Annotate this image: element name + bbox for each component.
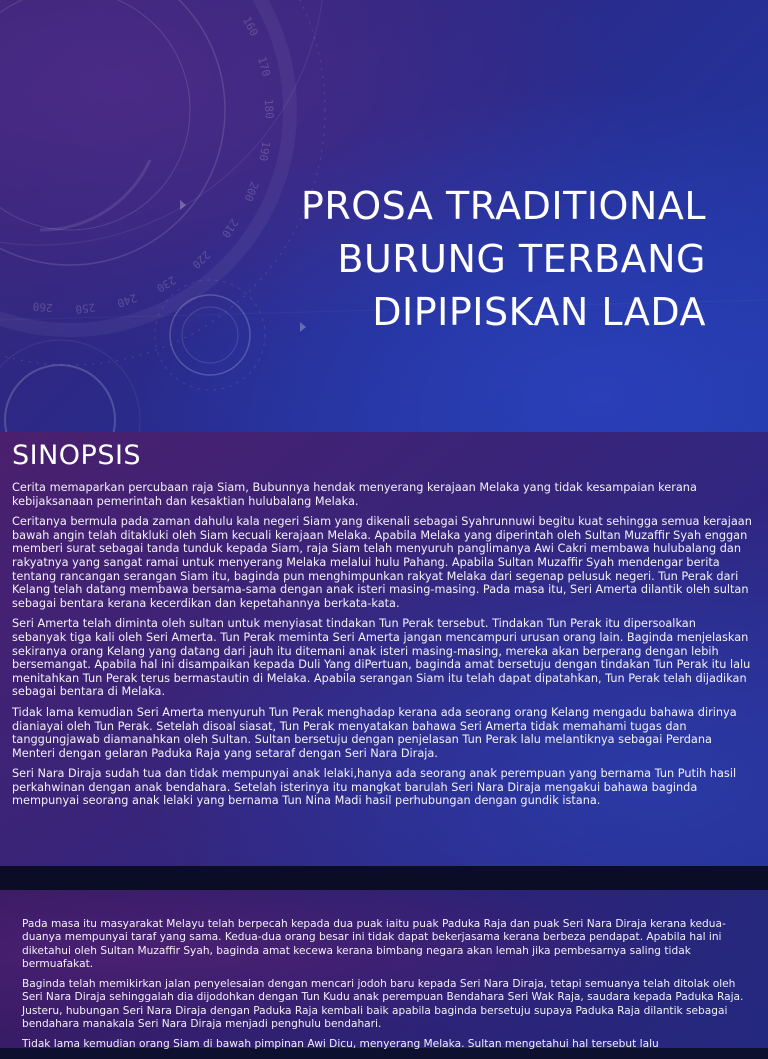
title-line-2: BURUNG TERBANG — [337, 237, 706, 281]
continuation-paragraph-3: Tidak lama kemudian orang Siam di bawah pimpinan Awi Dicu, menyerang Melaka. Sultan mengetahui hal tersebut lalu — [22, 1038, 659, 1051]
page-title — [246, 180, 706, 339]
dial-number: 200 — [241, 179, 261, 204]
synopsis-paragraph-3: Seri Amerta telah diminta oleh sultan untuk menyiasat tindakan Tun Perak tersebut. Tindakan Tun Perak itu dipersoalkan sebanyak tiga kali oleh Seri Amerta. Tun Perak meminta Seri Amerta jangan mencampuri urusan orang lain. Baginda menjelaskan sekiranya orang Kelang yang datang dari jauh itu ditemani anak isteri masing-masing, mereka akan berperang dengan lebih bersemangat. Apabila hal ini disampaikan kepada Duli Yang diPertuan, baginda amat bersetuju dengan tindakan Tun Perak itu lalu menitahkan Tun Perak terus bermastautin di Melaka. Apabila serangan Siam itu telah dapat dipatahkan, Tun Perak telah dijadikan sebagai bentara di Melaka. — [12, 617, 751, 699]
synopsis-paragraph-4: Tidak lama kemudian Seri Amerta menyuruh Tun Perak menghadap kerana ada seorang orang Kelang mengadu bahawa dirinya dianiayai oleh Tun Perak. Setelah disoal siasat, Tun Perak menyatakan bahawa Seri Amerta tidak memahami tugas dan tanggungjawab diamanahkan oleh Sultan. Sultan bersetuju dengan penjelasan Tun Perak lalu melantiknya sebagai Perdana Menteri dengan gelaran Paduka Raja yang setaraf dengan Seri Nara Diraja. — [12, 705, 737, 760]
synopsis-text — [12, 481, 752, 815]
title-line-3: DIPIPISKAN LADA — [372, 290, 706, 334]
continuation-paragraph-1: Pada masa itu masyarakat Melayu telah berpecah kepada dua puak iaitu puak Paduka Raja dan puak Seri Nara Diraja kerana kedua-duanya mempunyai taraf yang sama. Kedua-dua orang besar ini tidak dapat bekerjasama kerana berbeza pendapat. Apabila hal ini diketahui oleh Sultan Muzaffir Syah, baginda amat kecewa kerana bimbang negara akan lemah jika pembesarnya saling tidak bermuafakat. — [22, 918, 726, 970]
dial-number: 240 — [115, 290, 139, 310]
slide-separator — [0, 866, 768, 890]
title-line-1: PROSA TRADITIONAL — [300, 184, 706, 228]
dial-number — [217, 0, 240, 2]
dial-number: 250 — [74, 300, 96, 316]
continuation-text — [22, 918, 744, 1059]
title-slide — [0, 0, 768, 432]
synopsis-heading: SINOPSIS — [12, 440, 142, 471]
dial-number: 230 — [154, 273, 179, 295]
dial-number: 160 — [239, 14, 261, 39]
dial-number: 210 — [218, 216, 241, 241]
dial-number: 220 — [189, 247, 213, 272]
continuation-slide — [0, 890, 768, 1051]
synopsis-slide — [0, 432, 768, 866]
dial-number: 180 — [261, 98, 276, 120]
synopsis-paragraph-1: Cerita memaparkan percubaan raja Siam, Bubunnya hendak menyerang kerajaan Melaka yang tidak kesampaian kerana kebijaksanaan pemerintah dan kesaktian hulubalang Melaka. — [12, 481, 697, 508]
continuation-paragraph-2: Baginda telah memikirkan jalan penyelesaian dengan mencari jodoh baru kepada Seri Nara Diraja, tetapi semuanya telah ditolak oleh Seri Nara Diraja sehinggalah dia dijodohkan dengan Tun Kudu anak perempuan Bendahara Seri Wak Raja, saudara kepada Paduka Raja. Justeru, hubungan Seri Nara Diraja dengan Paduka Raja kembali baik apabila baginda bersetuju supaya Paduka Raja dilantik sebagai bendahara manakala Seri Nara Diraja menjadi penghulu bendahari. — [22, 978, 744, 1031]
dial-number: 190 — [256, 140, 273, 163]
dial-number: 170 — [255, 55, 273, 78]
dial-number: 260 — [32, 299, 54, 315]
synopsis-paragraph-5: Seri Nara Diraja sudah tua dan tidak mempunyai anak lelaki,hanya ada seorang anak perempuan yang bernama Tun Putih hasil perkahwinan dengan anak bendahara. Setelah isterinya itu mangkat barulah Seri Nara Diraja mengakui bahawa baginda mempunyai seorang anak lelaki yang bernama Tun Nina Madi hasil perhubungan dengan gundik istana. — [12, 767, 737, 808]
synopsis-paragraph-2: Ceritanya bermula pada zaman dahulu kala negeri Siam yang dikenali sebagai Syahrunnuwi begitu kuat sehingga semua kerajaan bawah angin telah ditakluki oleh Siam kecuali kerajaan Melaka. Apabila Melaka yang diperintah oleh Sultan Muzaffir Syah enggan memberi surat sebagai tanda tunduk kepada Siam, raja Siam telah menyuruh panglimanya Awi Cakri membawa hulubalang dan rakyatnya yang sangat ramai untuk menyerang Melaka melalui hulu Pahang. Apabila Sultan Muzaffir Syah mendengar berita tentang rancangan serangan Siam itu, baginda pun menghimpunkan rakyat Melaka dari segenap pelusuk negeri. Tun Perak dari Kelang telah datang membawa bersama-sama dengan anak isteri masing-masing. Pada masa itu, Seri Amerta dilantik oleh sultan sebagai bentara kerana kecerdikan dan kepetahannya berkata-kata. — [12, 515, 752, 610]
dial-numbers — [32, 0, 275, 316]
